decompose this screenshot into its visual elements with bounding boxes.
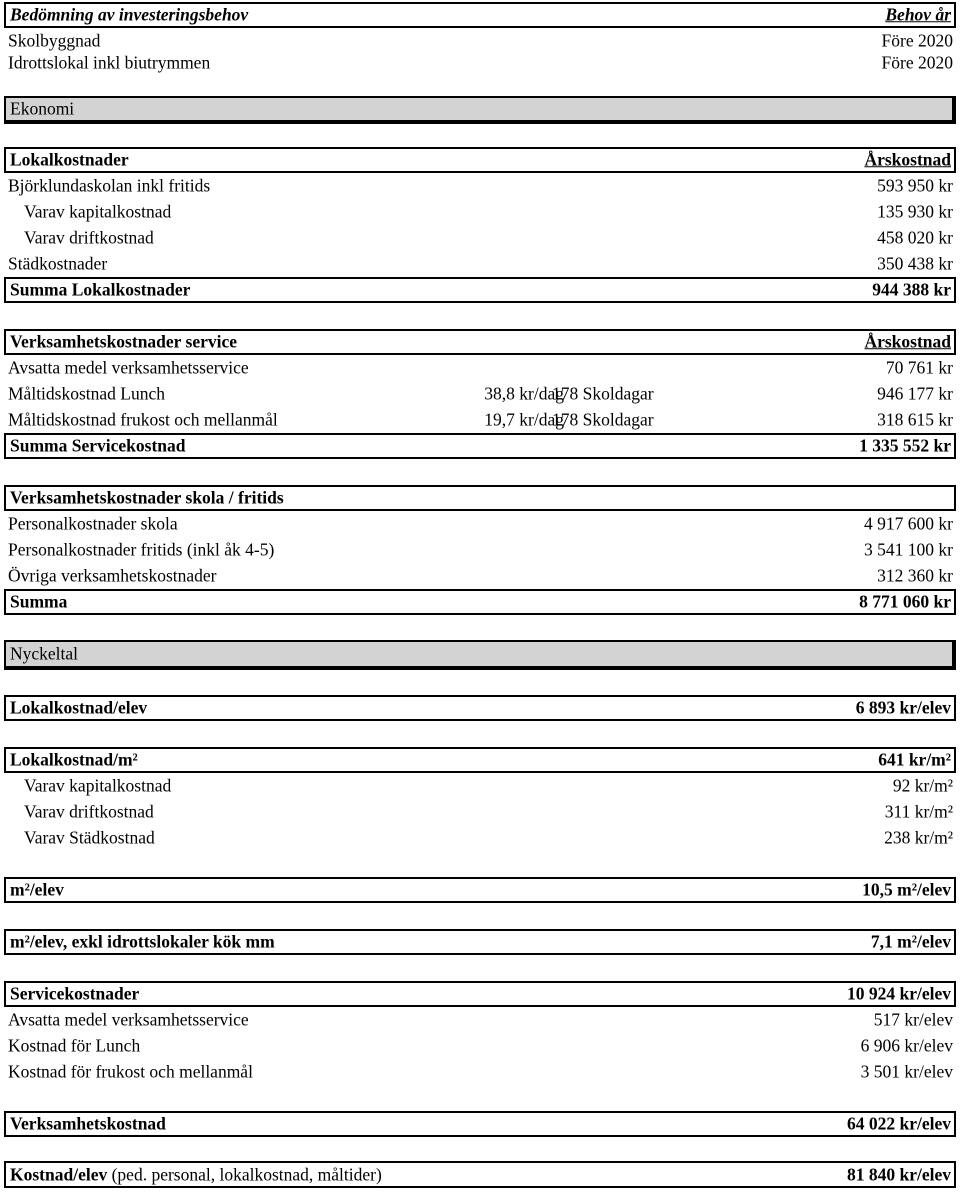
row-value: 238 kr/m²	[884, 827, 953, 848]
row-days: 178 Skoldagar	[552, 383, 654, 404]
section-nyckeltal	[4, 640, 956, 670]
kpi-label: Verksamhetskostnad	[10, 1113, 166, 1134]
sum-value: 8 771 060 kr	[859, 591, 951, 612]
service-title: Verksamhetskostnader service	[10, 331, 237, 352]
lokal-row	[4, 173, 956, 199]
sum-value: 944 388 kr	[872, 279, 951, 300]
row-value: 517 kr/elev	[873, 1009, 953, 1030]
kpi-label: m²/elev, exkl idrottslokaler kök mm	[10, 931, 275, 952]
kpi-lokal-m2	[4, 747, 956, 773]
kpi-note: (ped. personal, lokalkostnad, måltider)	[111, 1163, 382, 1184]
kpi-label: m²/elev	[10, 879, 64, 900]
kpi-value: 641 kr/m²	[878, 749, 951, 770]
row-value: 92 kr/m²	[892, 775, 953, 796]
row-value: 4 917 600 kr	[864, 513, 953, 534]
row-label: Måltidskostnad Lunch	[8, 383, 165, 404]
kpi-value: 7,1 m²/elev	[870, 931, 951, 952]
kpi-servicekostnader	[4, 981, 956, 1007]
lokal-title: Lokalkostnader	[10, 149, 129, 170]
header-title: Bedömning av investeringsbehov	[10, 4, 249, 25]
row-label: Avsatta medel verksamhetsservice	[8, 1009, 249, 1030]
behov-label: Skolbyggnad	[8, 30, 101, 51]
row-label: Avsatta medel verksamhetsservice	[8, 357, 249, 378]
row-value: 350 438 kr	[877, 253, 953, 274]
behov-row	[4, 50, 956, 76]
skola-row	[4, 563, 956, 589]
row-rate: 19,7 kr/dag	[484, 409, 564, 430]
lokal-sum-row	[4, 277, 956, 303]
kpi-lokal-elev	[4, 695, 956, 721]
row-label: Övriga verksamhetskostnader	[8, 565, 217, 586]
service-col-header: Årskostnad	[864, 331, 951, 352]
kpi-verksamhetskostnad	[4, 1111, 956, 1137]
row-value: 458 020 kr	[877, 227, 953, 248]
row-label: Varav driftkostnad	[24, 801, 154, 822]
kpi-sub-row	[4, 825, 956, 851]
row-label: Björklundaskolan inkl fritids	[8, 175, 211, 196]
row-label: Varav Städkostnad	[24, 827, 155, 848]
row-label: Varav kapitalkostnad	[24, 775, 172, 796]
kpi-label: Lokalkostnad/m²	[10, 749, 138, 770]
row-label: Varav driftkostnad	[24, 227, 154, 248]
row-label: Personalkostnader skola	[8, 513, 178, 534]
behov-value: Före 2020	[881, 52, 953, 73]
kpi-sub-row	[4, 1007, 956, 1033]
kpi-sub-row	[4, 799, 956, 825]
row-label: Måltidskostnad frukost och mellanmål	[8, 409, 278, 430]
skola-header	[4, 485, 956, 511]
row-value: 6 906 kr/elev	[860, 1035, 953, 1056]
behov-label: Idrottslokal inkl biutrymmen	[8, 52, 211, 73]
sum-label: Summa Servicekostnad	[10, 435, 186, 456]
section-title: Ekonomi	[10, 98, 75, 119]
lokal-row	[4, 199, 956, 225]
sum-value: 1 335 552 kr	[859, 435, 951, 456]
kpi-label: Lokalkostnad/elev	[10, 697, 148, 718]
row-label: Personalkostnader fritids (inkl åk 4-5)	[8, 539, 275, 560]
sum-label: Summa Lokalkostnader	[10, 279, 191, 300]
kpi-label: Servicekostnader	[10, 983, 140, 1004]
kpi-label: Kostnad/elev	[10, 1163, 108, 1184]
kpi-sub-row	[4, 1033, 956, 1059]
section-ekonomi	[4, 96, 956, 124]
kpi-sub-row	[4, 773, 956, 799]
kpi-label-group	[10, 1163, 382, 1184]
row-value: 3 501 kr/elev	[860, 1061, 953, 1082]
behov-value: Före 2020	[881, 30, 953, 51]
row-value: 311 kr/m²	[884, 801, 953, 822]
skola-title: Verksamhetskostnader skola / fritids	[10, 487, 284, 508]
lokal-row	[4, 225, 956, 251]
service-header	[4, 329, 956, 355]
row-label: Städkostnader	[8, 253, 108, 274]
kpi-value: 10 924 kr/elev	[846, 983, 951, 1004]
header-col-behov: Behov år	[885, 4, 951, 25]
service-row	[4, 407, 956, 433]
header-row	[4, 2, 956, 28]
row-label: Varav kapitalkostnad	[24, 201, 172, 222]
lokal-row	[4, 251, 956, 277]
row-value: 70 761 kr	[885, 357, 953, 378]
lokal-col-header: Årskostnad	[864, 149, 951, 170]
row-value: 946 177 kr	[877, 383, 953, 404]
row-value: 312 360 kr	[877, 565, 953, 586]
kpi-value: 6 893 kr/elev	[855, 697, 951, 718]
skola-row	[4, 511, 956, 537]
lokal-header	[4, 147, 956, 173]
service-row	[4, 381, 956, 407]
kpi-kostnad-elev	[4, 1161, 956, 1188]
kpi-m2-elev	[4, 877, 956, 903]
section-title: Nyckeltal	[10, 643, 79, 664]
row-value: 135 930 kr	[877, 201, 953, 222]
kpi-value: 64 022 kr/elev	[846, 1113, 951, 1134]
service-row	[4, 355, 956, 381]
row-label: Kostnad för frukost och mellanmål	[8, 1061, 253, 1082]
kpi-value: 10,5 m²/elev	[862, 879, 951, 900]
row-value: 318 615 kr	[877, 409, 953, 430]
kpi-m2-elev-exkl	[4, 929, 956, 955]
skola-sum-row	[4, 589, 956, 615]
kpi-sub-row	[4, 1059, 956, 1085]
kpi-value: 81 840 kr/elev	[846, 1163, 951, 1184]
row-value: 3 541 100 kr	[864, 539, 953, 560]
row-label: Kostnad för Lunch	[8, 1035, 141, 1056]
row-value: 593 950 kr	[877, 175, 953, 196]
row-rate: 38,8 kr/dag	[484, 383, 564, 404]
skola-row	[4, 537, 956, 563]
sum-label: Summa	[10, 591, 68, 612]
service-sum-row	[4, 433, 956, 459]
row-days: 178 Skoldagar	[552, 409, 654, 430]
